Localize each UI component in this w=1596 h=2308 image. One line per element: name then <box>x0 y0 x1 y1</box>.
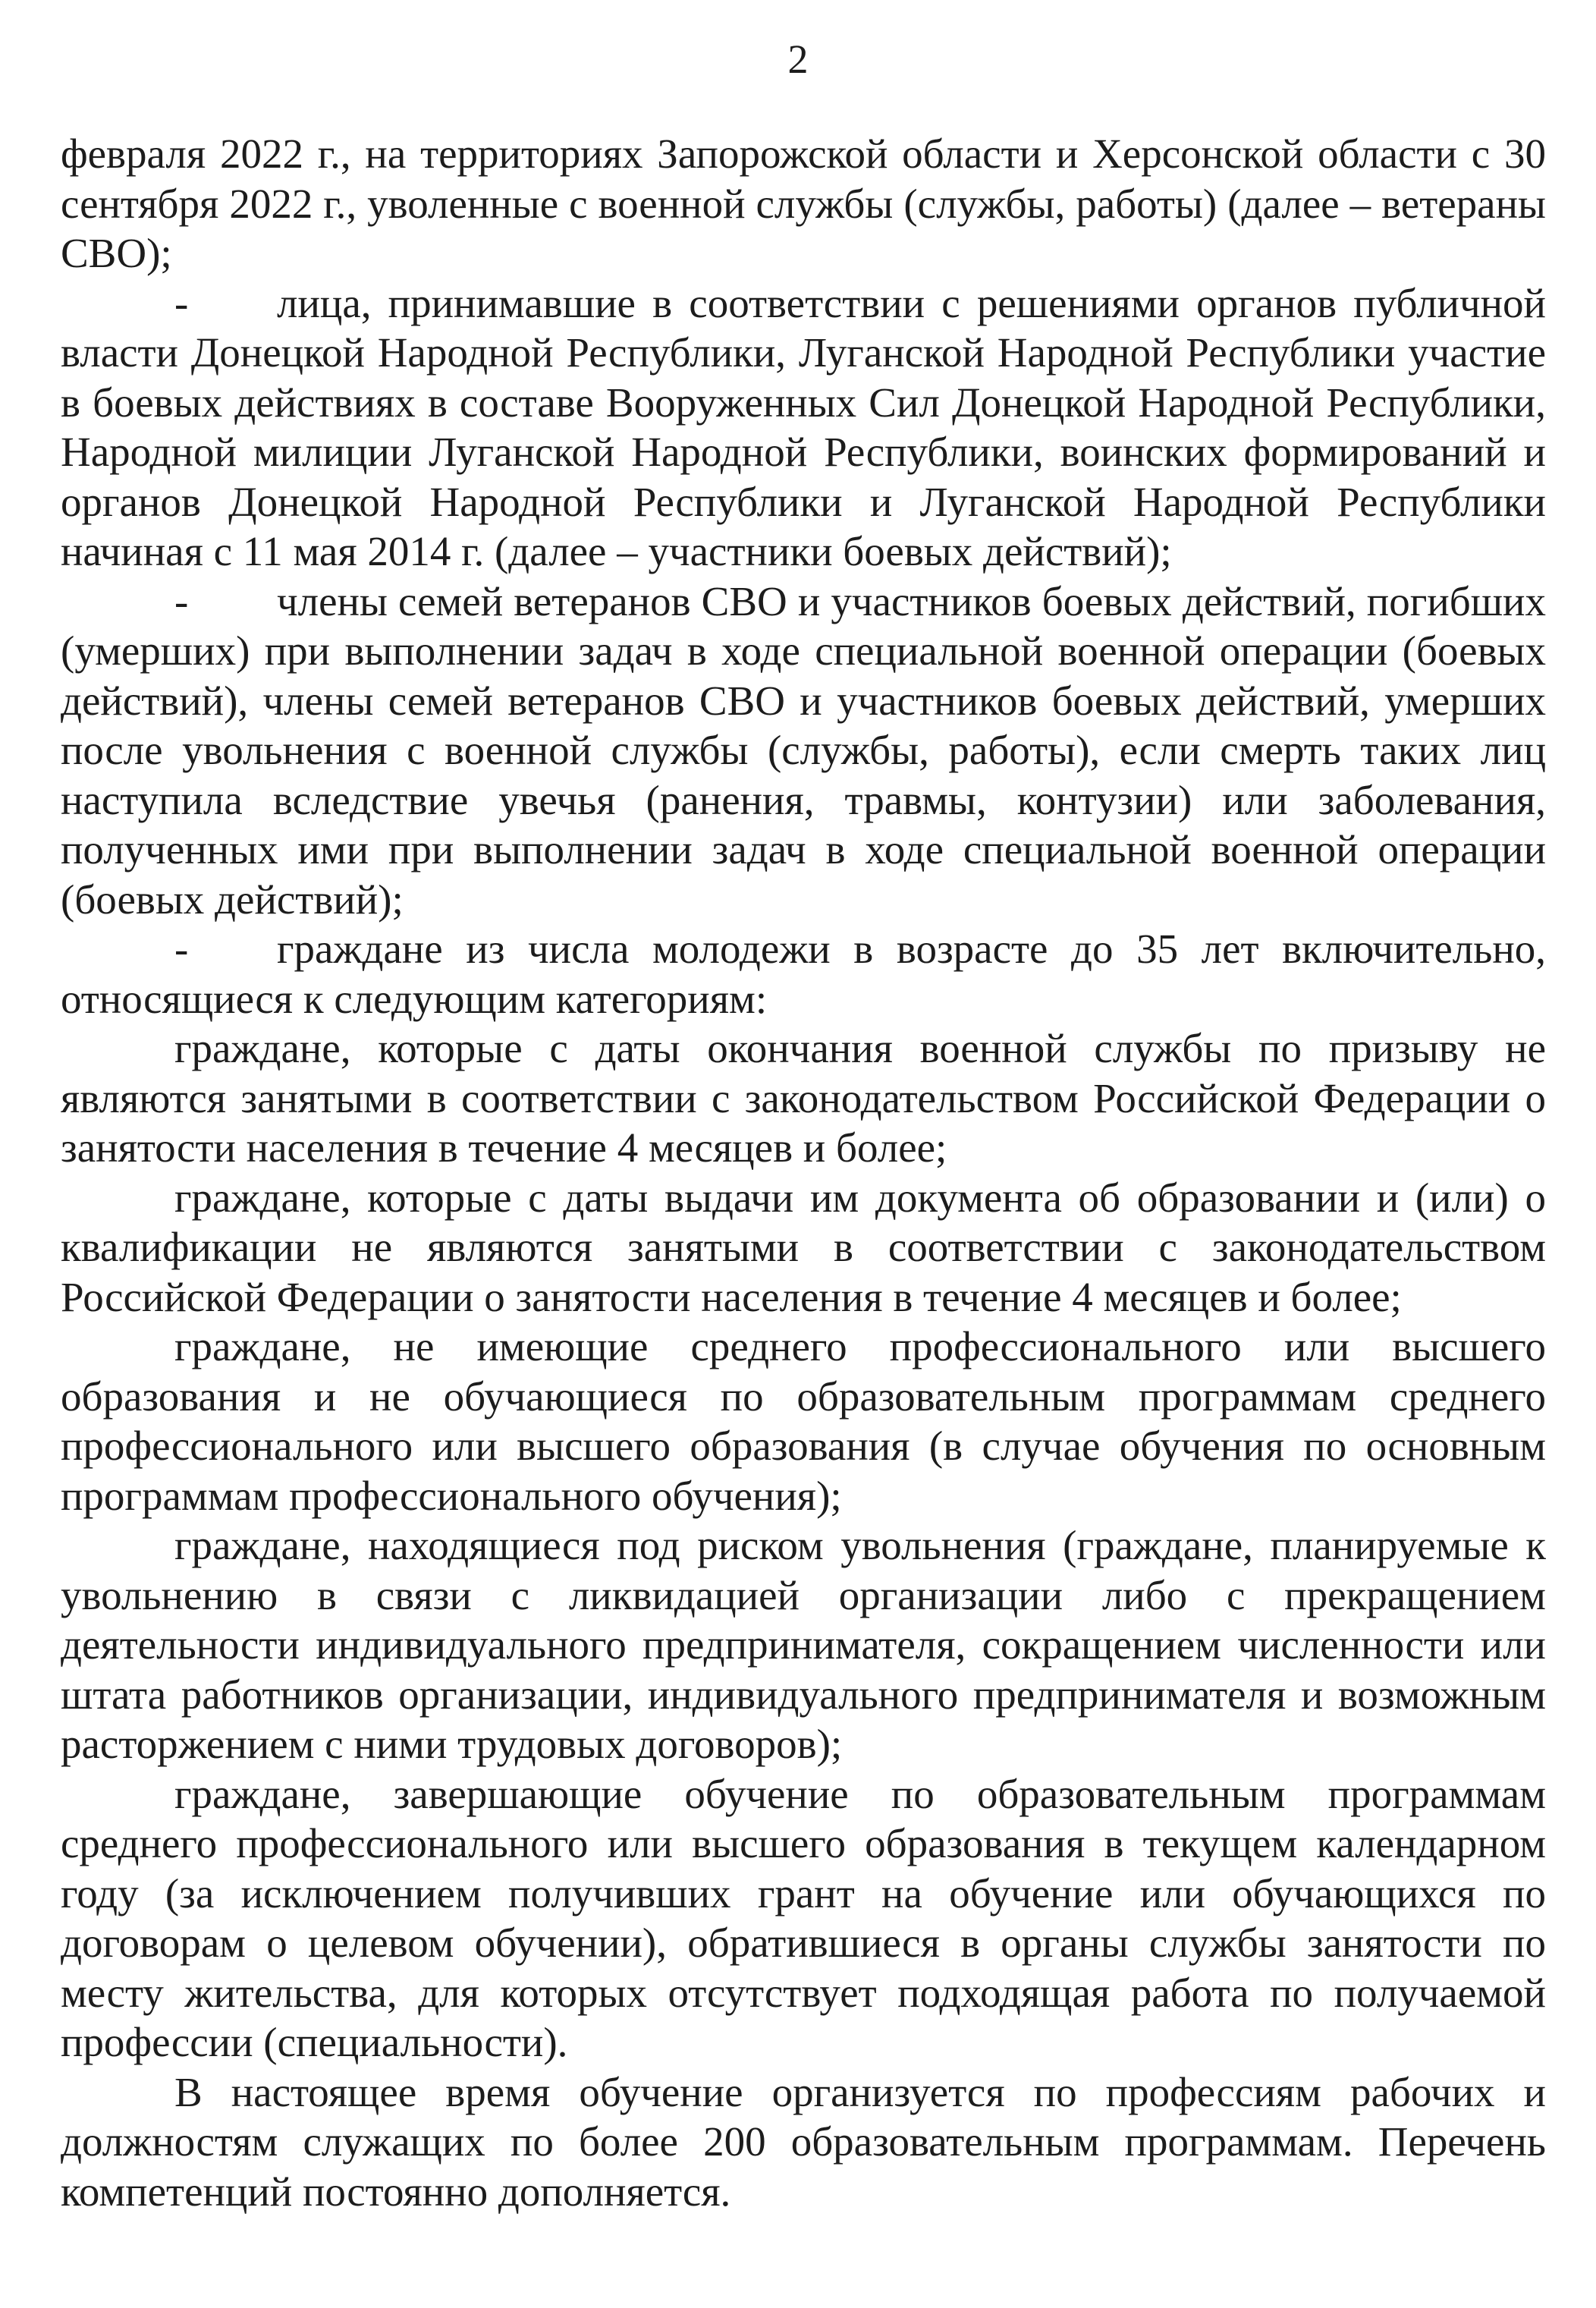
list-item-family-members <box>61 577 1546 925</box>
list-item-combat-participants <box>61 278 1546 577</box>
list-item-text: граждане из числа молодежи в возрасте до 35 лет включительно, относящиеся к следующим категориям: <box>61 926 1546 1022</box>
bullet-dash: - <box>174 279 189 326</box>
paragraph-category-after-diploma: граждане, которые с даты выдачи им документа об образовании и (или) о квалификации не являются занятыми в соответствии с законодательством Российской Федерации о занятости населения в течение 4 месяцев и более; <box>61 1174 1546 1320</box>
paragraph-category-after-service: граждане, которые с даты окончания военной службы по призыву не являются занятыми в соответствии с законодательством Российской Федерации о занятости населения в течение 4 месяцев и более; <box>61 1025 1546 1171</box>
list-item-youth <box>61 924 1546 1024</box>
list-item-text: лица, принимавшие в соответствии с решениями органов публичной власти Донецкой Народной Республики, Луганской Народной Республики участие в боевых действиях в составе Вооруженных Сил Донецкой Народной Республики, Народной милиции Луганской Народной Республики, воинских формирований и органов Донецкой Народной Республики и Луганской Народной Республики начиная с 11 мая 2014 г. (далее – участники боевых действий); <box>61 279 1546 574</box>
bullet-dash: - <box>174 577 189 624</box>
paragraph-category-no-education: граждане, не имеющие среднего профессионального или высшего образования и не обучающиеся по образовательным программам среднего профессионального или высшего образования (в случае обучения по основным программам профессионального обучения); <box>61 1323 1546 1519</box>
document-body <box>61 129 1546 2216</box>
bullet-dash: - <box>174 926 189 972</box>
paragraph-svo-veterans-definition: февраля 2022 г., на территориях Запорожской области и Херсонской области с 30 сентября 2022 г., уволенные с военной службы (службы, работы) (далее – ветераны СВО); <box>61 130 1546 276</box>
page-number: 2 <box>787 36 809 82</box>
paragraph-category-risk-of-dismissal: граждане, находящиеся под риском увольнения (граждане, планируемые к увольнению в связи с ликвидацией организации либо с прекращением деятельности индивидуального предпринимателя, сокращением численности или штата работников организации, индивидуального предпринимателя и возможным расторжением с ними трудовых договоров); <box>61 1522 1546 1767</box>
paragraph-category-graduates: граждане, завершающие обучение по образовательным программам среднего профессионального или высшего образования в текущем календарном году (за исключением получивших грант на обучение или обучающихся по договорам о целевом обучении), обратившиеся в органы службы занятости по месту жительства, для которых отсутствует подходящая работа по получаемой профессии (специальности). <box>61 1770 1546 2065</box>
paragraph-programs-summary: В настоящее время обучение организуется по профессиям рабочих и должностям служащих по более 200 образовательным программам. Перечень компетенций постоянно дополняется. <box>61 2068 1546 2215</box>
list-item-text: члены семей ветеранов СВО и участников боевых действий, погибших (умерших) при выполнении задач в ходе специальной военной операции (боевых действий), члены семей ветеранов СВО и участников боевых действий, умерших после увольнения с военной службы (службы, работы), если смерть таких лиц наступила вследствие увечья (ранения, травмы, контузии) или заболевания, полученных ими при выполнении задач в ходе специальной военной операции (боевых действий); <box>61 577 1546 923</box>
